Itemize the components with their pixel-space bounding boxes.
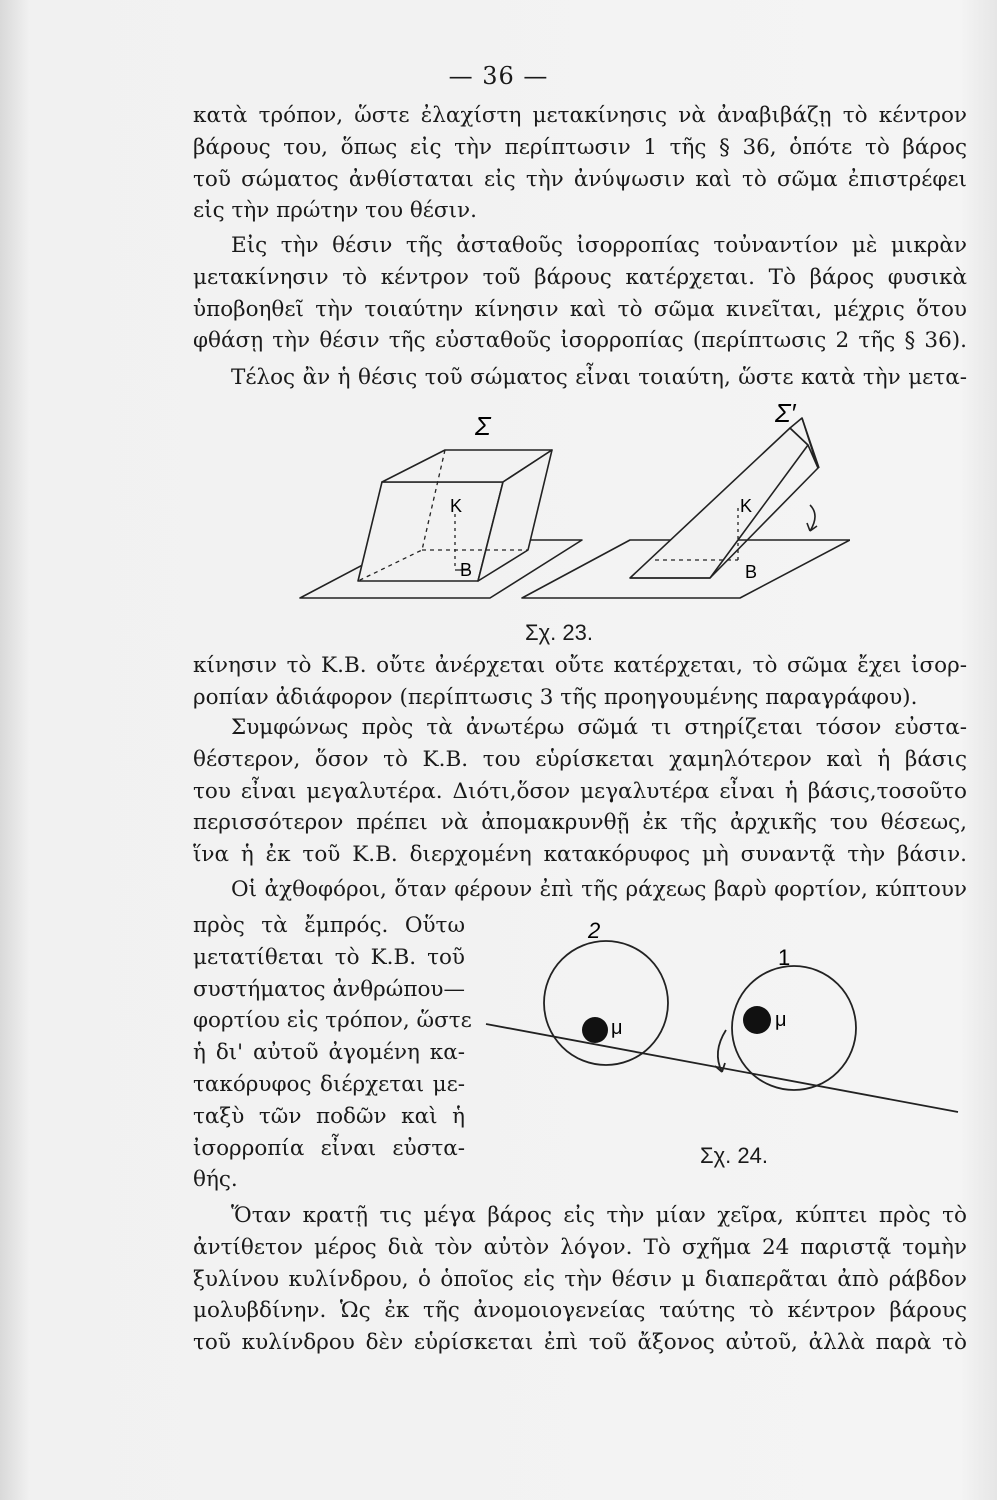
text-line: μετατίθεται τὸ Κ.Β. τοῦ [193, 944, 465, 970]
paragraph-continuation [193, 100, 967, 227]
text-line: συστήματος ἀνθρώπου— [193, 976, 465, 1002]
figure-24-label-1: 1 [778, 945, 791, 970]
figure-23-label-k-right: K [740, 496, 753, 516]
paragraph-indifferent-equilibrium [193, 650, 967, 714]
paragraph-stability [193, 712, 967, 871]
figure-23-label-b-right: B [745, 562, 758, 582]
text-line: Οἱ ἀχθοφόροι, ὅταν φέρουν ἐπὶ τῆς ράχεως βαρὺ φορτίον, κύπτουν [231, 877, 967, 902]
text-line: ταξὺ τῶν ποδῶν καὶ ἡ [193, 1103, 465, 1129]
figure-23-caption: Σχ. 23. [525, 620, 593, 645]
text-line: θέστερον, ὅσον τὸ Κ.Β. του εὑρίσκεται χαμηλότερον καὶ ἡ βάσις [193, 746, 967, 772]
page-number: — 36 — [448, 62, 549, 90]
text-line: Εἰς τὴν θέσιν τῆς ἀσταθοῦς ἰσορροπίας τοὐναντίον μὲ μικρὰν [231, 233, 967, 258]
text-line: φορτίου εἰς τρόπον, ὥστε [193, 1008, 472, 1034]
text-line: Συμφώνως πρὸς τὰ ἀνωτέρω σῶμά τι στηρίζεται τόσον εὐστα- [231, 715, 967, 740]
lead-rod-2 [582, 1017, 608, 1043]
text-line: Ὅταν κρατῇ τις μέγα βάρος εἰς τὴν μίαν χεῖρα, κύπτει πρὸς τὸ [231, 1203, 967, 1228]
figure-24-label-mu-2: μ [611, 1017, 623, 1039]
figure-24-caption: Σχ. 24. [700, 1143, 768, 1168]
text-line: μολυβδίνην. Ὡς ἐκ τῆς ἀνομοιογενείας ταύτης τὸ κέντρον βάρους [193, 1298, 967, 1324]
figure-24-label-2: 2 [588, 918, 601, 943]
text-line: κατὰ τρόπον, ὥστε ἐλαχίστη μετακίνησις νὰ ἀναβιβάζῃ τὸ κέντρον [193, 103, 967, 128]
paragraph-cylinder [193, 1200, 967, 1359]
text-line: εἰς τὴν πρώτην του θέσιν. [193, 198, 477, 224]
paragraph-porters-first-line [193, 874, 967, 906]
text-line: Τέλος ἂν ἡ θέσις τοῦ σώματος εἶναι τοιαύτη, ὥστε κατὰ τὴν μετα- [231, 365, 967, 390]
text-line: μετακίνησιν τὸ κέντρον τοῦ βάρους κατέρχεται. Τὸ βάρος φυσικὰ [193, 264, 967, 290]
text-line: φθάσῃ τὴν θέσιν τῆς εὐσταθοῦς ἰσορροπίας (περίπτωσις 2 τῆς § 36). [193, 328, 967, 354]
figure-23-label-sigma: Σ [475, 411, 491, 441]
text-line: ἰσορροπία εἶναι εὐστα- [193, 1135, 465, 1161]
figure-23 [290, 400, 850, 615]
text-line: ξυλίνου κυλίνδρου, ὁ ὁποῖος εἰς τὴν θέσιν μ διαπερᾶται ἀπὸ ράβδον [193, 1266, 967, 1292]
lead-rod-1 [743, 1006, 771, 1034]
figure-24-label-mu-1: μ [775, 1009, 787, 1031]
paragraph-finally [193, 362, 967, 394]
text-line: βάρους του, ὅπως εἰς τὴν περίπτωσιν 1 τῆς § 36, ὁπότε τὸ βάρος [193, 134, 967, 160]
text-line: τοῦ σώματος ἀνθίσταται εἰς τὴν ἀνύψωσιν καὶ τὸ σῶμα ἐπιστρέφει [193, 166, 967, 192]
text-line: ροπίαν ἀδιάφορον (περίπτωσις 3 τῆς προηγουμένης παραγράφου). [193, 684, 918, 710]
paragraph-unstable-equilibrium [193, 230, 967, 357]
figure-23-label-k-left: K [450, 496, 463, 516]
text-line: ἵνα ἡ ἐκ τοῦ Κ.Β. διερχομένη κατακόρυφος μὴ συναντᾷ τὴν βάσιν. [193, 842, 967, 868]
paragraph-porters-wrapped [193, 910, 472, 1196]
text-line: θής. [193, 1167, 238, 1193]
text-line: περισσότερον πρέπει νὰ ἀπομακρυνθῇ ἐκ τῆς ἀρχικῆς του θέσεως, [193, 810, 967, 836]
text-line: κίνησιν τὸ Κ.Β. οὔτε ἀνέρχεται οὔτε κατέρχεται, τὸ σῶμα ἔχει ἰσορ- [193, 653, 967, 678]
text-line: ἡ δι' αὐτοῦ ἀγομένη κα- [193, 1040, 465, 1066]
text-line: ὑποβοηθεῖ τὴν τοιαύτην κίνησιν καὶ τὸ σῶμα κινεῖται, μέχρις ὅτου [193, 296, 967, 322]
text-line: πρὸς τὰ ἔμπρός. Οὕτω [193, 913, 465, 938]
text-line: τακόρυφος διέρχεται με- [193, 1071, 465, 1097]
text-line: τοῦ κυλίνδρου δὲν εὑρίσκεται ἐπὶ τοῦ ἄξονος αὐτοῦ, ἀλλὰ παρὰ τὸ [193, 1330, 967, 1356]
figure-24 [478, 912, 968, 1142]
prism-front [630, 428, 808, 578]
figure-23-label-b-left: B [460, 560, 473, 580]
text-line: ἀντίθετον μέρος διὰ τὸν αὐτὸν λόγον. Τὸ σχῆμα 24 παριστᾷ τομὴν [193, 1234, 967, 1260]
figure-23-label-sigma-prime: Σ′ [775, 400, 796, 428]
text-line: του εἶναι μεγαλυτέρα. Διότι,ὅσον μεγαλυτέρα εἶναι ἡ βάσις,τοσοῦτο [193, 778, 967, 804]
